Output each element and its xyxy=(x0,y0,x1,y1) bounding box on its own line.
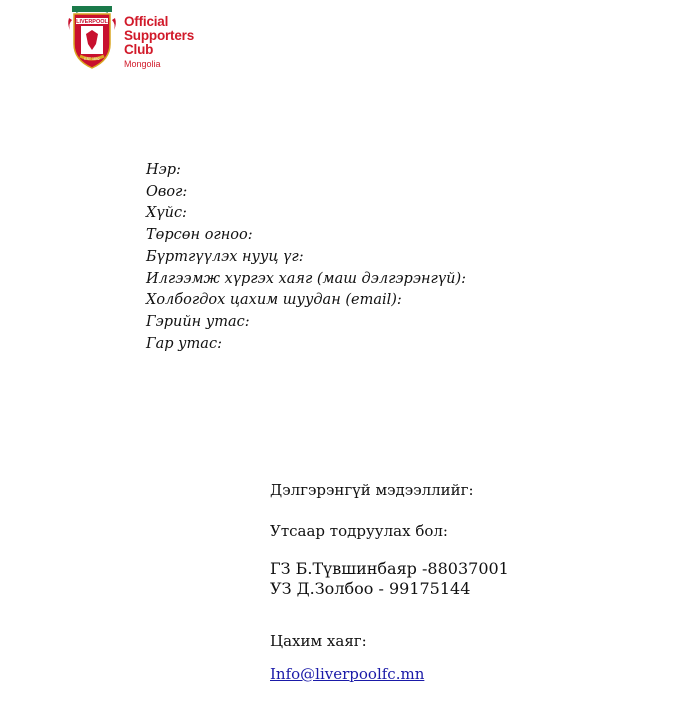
brand-line-1: Official xyxy=(124,14,169,29)
brand-subtitle: Mongolia xyxy=(124,59,161,69)
contact-person-1: ГЗ Б.Түвшинбаяр -88037001 xyxy=(270,559,509,578)
field-email: Холбогдох цахим шуудан (email): xyxy=(146,292,402,309)
field-first-name: Нэр: xyxy=(146,162,181,178)
field-birth-date: Төрсөн огноо: xyxy=(146,227,253,244)
field-gender: Хүйс: xyxy=(146,205,187,222)
brand-title xyxy=(124,15,244,70)
field-password: Бүртгүүлэх нууц үг: xyxy=(146,248,304,265)
brand-line-3: Club xyxy=(124,42,154,57)
details-label: Дэлгэрэнгүй мэдээллийг: xyxy=(270,481,474,499)
field-delivery-address: Илгээмж хүргэх хаяг (маш дэлгэрэнгүй): xyxy=(146,270,466,287)
phone-label: Утсаар тодруулах бол: xyxy=(270,522,448,540)
field-last-name: Овог: xyxy=(146,183,188,200)
liverpool-crest-icon xyxy=(66,4,118,70)
email-link[interactable]: Info@liverpoolfc.mn xyxy=(270,665,425,683)
field-home-phone: Гэрийн утас: xyxy=(146,313,250,330)
contact-person-2: УЗ Д.Золбоо - 99175144 xyxy=(270,579,471,598)
field-mobile-phone: Гар утас: xyxy=(146,335,222,352)
crest-title: LIVERPOOL xyxy=(76,19,108,25)
registration-form xyxy=(146,160,466,355)
crest-motto: EST 1892 xyxy=(84,57,100,61)
email-label: Цахим хаяг: xyxy=(270,632,367,650)
brand-line-2: Supporters xyxy=(124,28,195,43)
